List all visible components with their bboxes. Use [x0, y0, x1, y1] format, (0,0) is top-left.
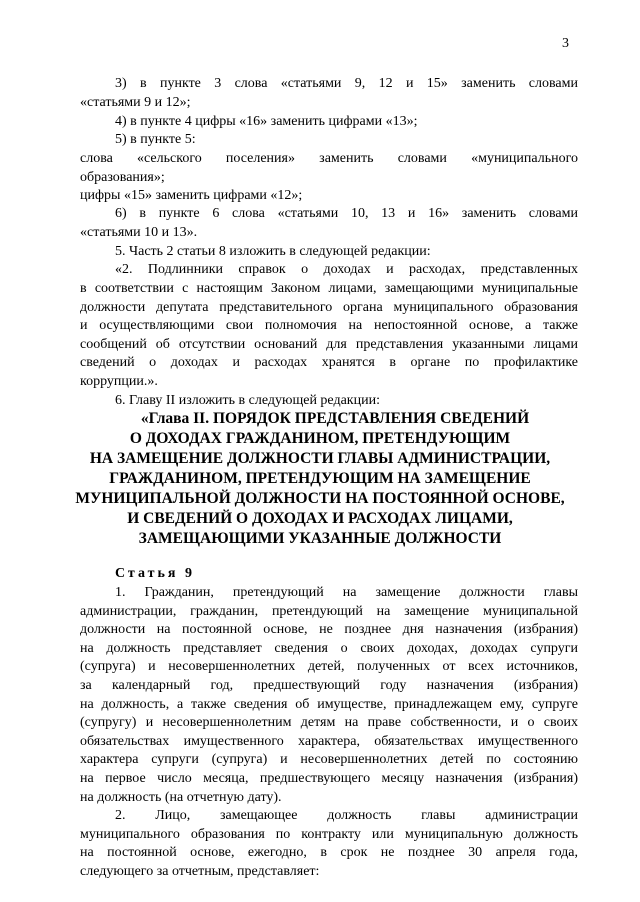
- text-line: следующего за отчетным, представляет:: [80, 864, 320, 879]
- text-line: на должность, а также сведения об имуществе, принадлежащем ему, супруге: [80, 697, 578, 712]
- text-line: сообщений об отсутствии оснований для представления указанными лицами: [80, 337, 578, 352]
- text-line: 5) в пункте 5:: [115, 132, 196, 147]
- text-line: «статьями 9 и 12»;: [80, 95, 191, 110]
- text-line: 1. Гражданин, претендующий на замещение должности главы: [115, 585, 578, 600]
- text-line: на постоянной основе, ежегодно, в срок не позднее 30 апреля года,: [80, 845, 578, 860]
- text-line: 3) в пункте 3 слова «статьями 9, 12 и 15» заменить словами: [115, 76, 578, 91]
- text-line: должности на постоянной основе, не позднее дня назначения (избрания): [80, 622, 578, 637]
- chapter-heading-line: О ДОХОДАХ ГРАЖДАНИНОМ, ПРЕТЕНДУЮЩИМ: [129, 430, 511, 447]
- chapter-heading-line: ГРАЖДАНИНОМ, ПРЕТЕНДУЮЩИМ НА ЗАМЕЩЕНИЕ: [109, 470, 531, 487]
- text-line: коррупции.».: [80, 374, 158, 389]
- text-line: 4) в пункте 4 цифры «16» заменить цифрами «13»;: [115, 114, 418, 129]
- text-line: на первое число месяца, предшествующего месяцу назначения (избрания): [80, 771, 578, 786]
- text-line: на должность (на отчетную дату).: [80, 790, 282, 805]
- text-line: цифры «15» заменить цифрами «12»;: [80, 188, 303, 203]
- text-line: 5. Часть 2 статьи 8 изложить в следующей редакции:: [115, 244, 431, 259]
- chapter-heading-line: НА ЗАМЕЩЕНИЕ ДОЛЖНОСТИ ГЛАВЫ АДМИНИСТРАЦИИ,: [89, 450, 551, 467]
- text-line: 6. Главу II изложить в следующей редакции:: [115, 393, 380, 408]
- text-line: «статьями 10 и 13».: [80, 225, 198, 240]
- page-number: 3: [562, 36, 569, 51]
- text-line: в соответствии с настоящим Законом лицами, замещающими муниципальные: [80, 281, 578, 296]
- text-line: за календарный год, предшествующий году назначения (избрания): [80, 678, 578, 693]
- text-line: муниципального образования по контракту или муниципальную должность: [80, 827, 578, 842]
- text-line: обязательствах имущественного характера, обязательствах имущественного: [80, 734, 578, 749]
- article-title: Статья 9: [115, 566, 195, 581]
- chapter-heading-line: И СВЕДЕНИЙ О ДОХОДАХ И РАСХОДАХ ЛИЦАМИ,: [127, 510, 513, 527]
- text-line: (супруга) и несовершеннолетних детей, полученных от всех источников,: [80, 659, 578, 674]
- text-line: 6) в пункте 6 слова «статьями 10, 13 и 16» заменить словами: [115, 206, 578, 221]
- text-line: «2. Подлинники справок о доходах и расходах, представленных: [115, 262, 578, 277]
- text-line: 2. Лицо, замещающее должность главы администрации: [115, 808, 578, 823]
- text-line: (супругу) и несовершеннолетним детям на праве собственности, и о своих: [80, 715, 578, 730]
- text-line: характера супруги (супруга) и несовершеннолетних детей по состоянию: [80, 752, 578, 767]
- text-line: и осуществляющими свои полномочия на непостоянной основе, а также: [80, 318, 578, 333]
- chapter-heading-line: МУНИЦИПАЛЬНОЙ ДОЛЖНОСТИ НА ПОСТОЯННОЙ ОСНОВЕ,: [75, 490, 565, 507]
- text-line: сведений о доходах и расходах хранятся в органе по профилактике: [80, 355, 578, 370]
- chapter-heading-line: ЗАМЕЩАЮЩИМИ УКАЗАННЫЕ ДОЛЖНОСТИ: [138, 530, 502, 547]
- chapter-heading-line: «Глава II. ПОРЯДОК ПРЕДСТАВЛЕНИЯ СВЕДЕНИЙ: [140, 410, 530, 427]
- text-line: администрации, гражданин, претендующий на замещение муниципальной: [80, 604, 578, 619]
- text-line: образования»;: [80, 170, 165, 185]
- text-line: должности депутата представительного органа муниципального образования: [80, 300, 578, 315]
- text-line: слова «сельского поселения» заменить словами «муниципального: [80, 151, 578, 166]
- text-line: на должность представляет сведения о своих доходах, доходах супруги: [80, 641, 578, 656]
